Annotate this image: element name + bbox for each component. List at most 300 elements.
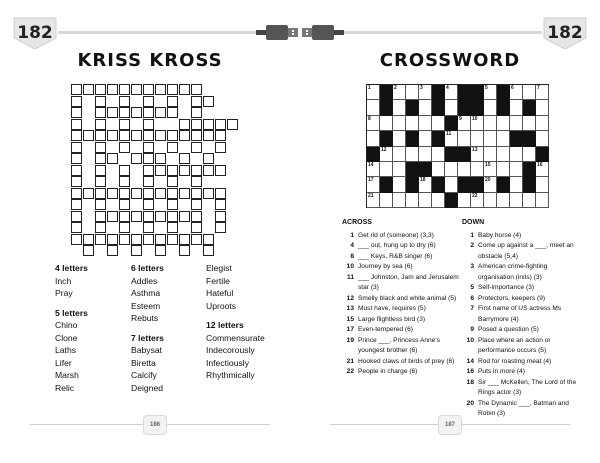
- cw-cell[interactable]: [393, 131, 406, 146]
- word-list-item: Lifer: [55, 357, 72, 368]
- word-length-heading: 6 letters: [131, 263, 164, 273]
- kk-cell: [131, 153, 142, 164]
- cw-cell[interactable]: [458, 162, 471, 177]
- cw-clue-number: 12: [381, 146, 387, 153]
- word-list-item: Infectiously: [206, 357, 249, 368]
- cw-block: [458, 177, 471, 192]
- kk-cell: [167, 176, 178, 187]
- clue-number: 13: [346, 305, 354, 312]
- across-clue: [342, 273, 460, 294]
- word-group-gap: [206, 312, 296, 319]
- kk-cell: [131, 130, 142, 141]
- clue-text: Self-importance (3): [478, 284, 535, 291]
- across-clue: [342, 304, 460, 315]
- cw-cell[interactable]: [536, 193, 549, 208]
- kk-cell: [167, 96, 178, 107]
- kk-cell: [131, 188, 142, 199]
- kk-cell: [131, 211, 142, 222]
- cw-clue-number: 15: [485, 162, 491, 168]
- clue-text: The Dynamic ___, Batman and Robin (3): [478, 399, 569, 417]
- kk-cell: [191, 84, 202, 95]
- word-list-item: Clone: [55, 332, 78, 343]
- clue-number: 1: [470, 231, 474, 239]
- clue-text: Prince ___, Princess Anne's youngest brother (6): [358, 336, 440, 354]
- cw-cell[interactable]: [367, 100, 380, 115]
- kk-cell: [71, 130, 82, 141]
- kk-cell: [215, 188, 226, 199]
- clue-number: 12: [346, 294, 354, 302]
- plug-icon: [256, 24, 300, 41]
- kk-cell: [71, 211, 82, 222]
- kk-cell: [155, 107, 166, 118]
- kk-cell: [143, 84, 154, 95]
- kk-cell: [155, 84, 166, 95]
- kk-cell: [143, 130, 154, 141]
- cw-cell[interactable]: [432, 162, 445, 177]
- cw-clue-number: 14: [368, 162, 374, 168]
- kk-cell: [167, 211, 178, 222]
- cw-cell[interactable]: [458, 131, 471, 146]
- kk-cell: [95, 199, 106, 210]
- cw-block: [445, 147, 458, 162]
- clue-number: 1: [350, 231, 354, 239]
- cw-cell[interactable]: [432, 193, 445, 208]
- cw-clue-number: 16: [537, 162, 543, 168]
- cw-clue-number: 11: [446, 131, 452, 138]
- kk-cell: [179, 165, 190, 176]
- across-heading: ACROSS: [342, 219, 372, 226]
- kk-cell: [119, 199, 130, 210]
- word-list-item: Calcify: [131, 370, 157, 380]
- cw-cell[interactable]: [445, 100, 458, 115]
- cw-block: [523, 177, 536, 192]
- cw-clue-number: 3: [420, 85, 423, 91]
- across-clue: [342, 336, 460, 357]
- word-list-item: Hateful: [206, 288, 234, 298]
- cw-cell[interactable]: [484, 193, 497, 208]
- cw-clue-number: 6: [511, 85, 514, 91]
- cw-clue-number: 20: [485, 177, 491, 184]
- kk-cell: [155, 165, 166, 176]
- cw-cell[interactable]: [432, 116, 445, 131]
- clue-text: Baby horse (4): [478, 231, 522, 239]
- across-clues: [342, 218, 460, 378]
- kk-cell: [95, 153, 106, 164]
- cw-clue-number: 13: [472, 146, 478, 153]
- clue-number: 22: [346, 368, 354, 375]
- kk-cell: [203, 165, 214, 176]
- kk-cell: [143, 211, 154, 222]
- kk-cell: [119, 84, 130, 95]
- kk-cell: [83, 130, 94, 141]
- kk-cell: [119, 165, 130, 176]
- kk-cell: [167, 188, 178, 199]
- kk-cell: [215, 211, 226, 222]
- cw-cell[interactable]: [393, 193, 406, 208]
- cw-block: [432, 85, 445, 100]
- kk-cell: [71, 119, 82, 130]
- kk-cell: [191, 222, 202, 233]
- header-rule: [58, 31, 256, 34]
- word-list-item: Indecorously: [206, 345, 255, 355]
- clue-text: Puts in more (4): [478, 368, 525, 375]
- cw-block: [445, 193, 458, 208]
- cw-clue-number: 1: [368, 85, 371, 91]
- kk-cell: [95, 142, 106, 153]
- across-clue: [342, 262, 460, 273]
- cw-cell[interactable]: [445, 177, 458, 192]
- word-list-item: Rhythmically: [206, 370, 255, 380]
- cw-cell[interactable]: [484, 131, 497, 146]
- down-clue: [462, 399, 582, 420]
- kk-cell: [167, 130, 178, 141]
- cw-cell[interactable]: [393, 147, 406, 162]
- cw-cell[interactable]: [471, 162, 484, 177]
- kk-cell: [83, 245, 94, 256]
- cw-cell[interactable]: [484, 100, 497, 115]
- clue-text: Journey by sea (6): [358, 263, 413, 270]
- cw-clue-number: 18: [420, 177, 426, 184]
- crossword-grid: [366, 84, 549, 208]
- page-title: CROSSWORD: [379, 50, 521, 71]
- word-list-item: Elegist: [206, 263, 232, 273]
- kk-cell: [107, 211, 118, 222]
- cw-cell[interactable]: [393, 162, 406, 177]
- cw-clue-number: 21: [368, 192, 374, 199]
- kk-cell: [215, 119, 226, 130]
- cw-block: [419, 162, 432, 177]
- clue-text: Hooked claws of birds of prey (6): [358, 357, 455, 365]
- cw-clue-number: 22: [472, 192, 478, 199]
- kk-cell: [155, 188, 166, 199]
- cw-block: [458, 85, 471, 100]
- cw-block: [471, 100, 484, 115]
- clue-number: 21: [346, 357, 354, 365]
- kk-cell: [95, 222, 106, 233]
- down-clue: [462, 283, 582, 294]
- clue-text: American crime-fighting organisation (inits) (3): [478, 263, 548, 281]
- kk-cell: [215, 199, 226, 210]
- word-length-heading: 12 letters: [206, 320, 244, 330]
- clue-number: 15: [346, 315, 354, 323]
- kk-cell: [215, 130, 226, 141]
- clue-text: Even-tempered (6): [358, 326, 413, 333]
- cw-cell[interactable]: [484, 147, 497, 162]
- clue-text: Large flightless bird (3): [358, 315, 426, 323]
- down-clue: [462, 294, 582, 305]
- cw-cell[interactable]: [523, 147, 536, 162]
- kk-cell: [107, 188, 118, 199]
- cw-cell[interactable]: [510, 147, 523, 162]
- word-list-item: Asthma: [131, 288, 161, 298]
- kk-cell: [107, 130, 118, 141]
- kk-cell: [95, 176, 106, 187]
- cw-cell[interactable]: [419, 116, 432, 131]
- clue-text: Sir ___ McKellen, The Lord of the Rings actor (3): [478, 378, 577, 396]
- cw-cell[interactable]: [458, 193, 471, 208]
- cw-cell[interactable]: [406, 85, 419, 100]
- kk-cell: [71, 222, 82, 233]
- kk-cell: [191, 96, 202, 107]
- cw-cell[interactable]: [510, 100, 523, 115]
- clue-number: 11: [347, 273, 354, 281]
- word-length-heading: 4 letters: [55, 263, 88, 273]
- cw-cell[interactable]: [432, 147, 445, 162]
- clue-number: 7: [470, 305, 474, 312]
- kk-cell: [203, 153, 214, 164]
- clue-text: ___ Keys, R&B singer (6): [358, 252, 433, 260]
- word-list-col3: [206, 262, 296, 382]
- cw-cell[interactable]: [419, 193, 432, 208]
- clue-text: Get rid of (someone) (3,3): [358, 231, 434, 239]
- cw-block: [380, 177, 393, 192]
- kk-cell: [71, 142, 82, 153]
- down-clue: [462, 241, 582, 262]
- cw-block: [432, 100, 445, 115]
- page-number-badge: [542, 16, 588, 50]
- cw-clue-number: 2: [394, 85, 397, 91]
- kk-cell: [227, 119, 238, 130]
- cw-block: [497, 177, 510, 192]
- cw-block: [497, 85, 510, 100]
- cw-block: [380, 85, 393, 100]
- cw-cell[interactable]: [380, 193, 393, 208]
- clue-number: 5: [470, 284, 474, 291]
- cw-block: [406, 131, 419, 146]
- cw-cell[interactable]: [406, 147, 419, 162]
- word-list-col2: [131, 262, 201, 394]
- cw-block: [406, 162, 419, 177]
- kk-cell: [155, 245, 166, 256]
- cw-block: [406, 100, 419, 115]
- clue-number: 20: [466, 399, 474, 407]
- cw-cell[interactable]: [497, 193, 510, 208]
- kk-cell: [203, 234, 214, 245]
- kk-cell: [179, 84, 190, 95]
- clue-text: Protectors, keepers (9): [478, 294, 546, 302]
- cw-cell[interactable]: [497, 162, 510, 177]
- cw-cell[interactable]: [536, 177, 549, 192]
- cw-cell[interactable]: [419, 147, 432, 162]
- kk-cell: [107, 84, 118, 95]
- cw-clue-number: 8: [368, 115, 371, 122]
- cw-cell[interactable]: [471, 131, 484, 146]
- page-number-badge: [12, 16, 58, 50]
- clue-number: 3: [470, 263, 474, 270]
- word-list-item: Biretta: [131, 357, 156, 368]
- plug-icon: [300, 24, 344, 41]
- cw-cell[interactable]: [510, 162, 523, 177]
- kk-cell: [71, 84, 82, 95]
- kk-cell: [203, 130, 214, 141]
- clue-text: Must have, requires (5): [358, 305, 426, 312]
- cw-cell[interactable]: [536, 100, 549, 115]
- word-list-item: Marsh: [55, 370, 79, 380]
- kk-cell: [191, 176, 202, 187]
- kk-cell: [95, 211, 106, 222]
- cw-cell[interactable]: [523, 116, 536, 131]
- clue-number: 2: [470, 242, 474, 249]
- clue-number: 18: [466, 378, 474, 386]
- down-clue: [462, 336, 582, 357]
- kk-cell: [119, 142, 130, 153]
- cw-block: [471, 85, 484, 100]
- kk-cell: [143, 165, 154, 176]
- clue-text: Posed a question (5): [478, 326, 539, 333]
- clue-number: 17: [346, 326, 354, 333]
- word-list-item: Deigned: [131, 382, 164, 393]
- kk-cell: [95, 234, 106, 245]
- down-clue: [462, 325, 582, 336]
- kk-cell: [71, 96, 82, 107]
- kk-cell: [71, 165, 82, 176]
- kk-cell: [191, 130, 202, 141]
- kk-cell: [131, 245, 142, 256]
- word-list-item: Laths: [55, 345, 77, 355]
- kk-cell: [143, 188, 154, 199]
- kk-cell: [71, 234, 82, 245]
- cw-cell[interactable]: [510, 177, 523, 192]
- clue-text: People in charge (6): [358, 368, 418, 375]
- cw-cell[interactable]: [380, 116, 393, 131]
- down-clue: [462, 367, 582, 378]
- cw-cell[interactable]: [523, 85, 536, 100]
- across-clue: [342, 325, 460, 336]
- clue-number: 4: [350, 242, 354, 249]
- kk-cell: [119, 130, 130, 141]
- cw-block: [523, 162, 536, 177]
- cw-cell[interactable]: [406, 116, 419, 131]
- cw-cell[interactable]: [497, 131, 510, 146]
- clue-number: 8: [350, 252, 354, 260]
- cw-block: [497, 100, 510, 115]
- kk-cell: [83, 234, 94, 245]
- kk-cell: [215, 222, 226, 233]
- cw-block: [432, 177, 445, 192]
- clue-text: Place where an action or performance occurs (5): [478, 336, 551, 354]
- clue-number: 14: [466, 357, 474, 365]
- cw-cell[interactable]: [445, 162, 458, 177]
- kk-cell: [131, 84, 142, 95]
- word-list-item: Chino: [55, 320, 78, 330]
- header-rule: [344, 31, 542, 34]
- cw-block: [458, 147, 471, 162]
- kk-cell: [119, 211, 130, 222]
- cw-cell[interactable]: [523, 193, 536, 208]
- kk-cell: [71, 199, 82, 210]
- cw-cell[interactable]: [510, 116, 523, 131]
- cw-cell[interactable]: [536, 116, 549, 131]
- cw-clue-number: 4: [446, 85, 449, 91]
- cw-cell[interactable]: [393, 177, 406, 192]
- kk-cell: [179, 234, 190, 245]
- cw-cell[interactable]: [393, 100, 406, 115]
- cw-block: [380, 131, 393, 146]
- word-group-gap: [131, 325, 201, 332]
- kk-cell: [179, 153, 190, 164]
- kk-cell: [167, 107, 178, 118]
- kk-cell: [179, 245, 190, 256]
- header-number: 182: [547, 23, 583, 43]
- kk-cell: [191, 234, 202, 245]
- word-length-heading: 7 letters: [131, 332, 164, 343]
- kk-cell: [95, 165, 106, 176]
- kk-cell: [167, 234, 178, 245]
- kk-cell: [167, 199, 178, 210]
- cw-block: [380, 100, 393, 115]
- cw-cell[interactable]: [484, 116, 497, 131]
- cw-cell[interactable]: [406, 193, 419, 208]
- word-list-item: Uproots: [206, 300, 237, 311]
- kk-cell: [95, 119, 106, 130]
- kk-cell: [203, 96, 214, 107]
- kk-cell: [107, 245, 118, 256]
- cw-cell[interactable]: [393, 116, 406, 131]
- clue-number: 10: [346, 263, 354, 270]
- kk-cell: [215, 142, 226, 153]
- kk-cell: [71, 153, 82, 164]
- across-clue: [342, 294, 460, 305]
- kk-cell: [143, 142, 154, 153]
- kk-cell: [143, 176, 154, 187]
- cw-cell[interactable]: [367, 131, 380, 146]
- kk-cell: [83, 188, 94, 199]
- cw-cell[interactable]: [419, 100, 432, 115]
- word-list-item: Addles: [131, 275, 158, 286]
- cw-cell[interactable]: [536, 131, 549, 146]
- kk-cell: [167, 165, 178, 176]
- word-list-item: Inch: [55, 275, 72, 286]
- across-clue: [342, 231, 460, 242]
- page-title: KRISS KROSS: [77, 50, 223, 71]
- kk-cell: [191, 211, 202, 222]
- word-list-item: Pray: [55, 288, 73, 298]
- down-clue: [462, 304, 582, 325]
- cw-cell[interactable]: [380, 162, 393, 177]
- word-list-item: Babysat: [131, 345, 163, 355]
- word-list-item: Rebuts: [131, 313, 159, 323]
- cw-cell[interactable]: [497, 147, 510, 162]
- kk-cell: [119, 119, 130, 130]
- kk-cell: [155, 211, 166, 222]
- clue-number: 19: [346, 336, 354, 344]
- across-clue: [342, 252, 460, 263]
- kk-cell: [143, 234, 154, 245]
- kk-cell: [143, 96, 154, 107]
- kk-cell: [95, 84, 106, 95]
- word-list-item: Fertile: [206, 275, 230, 286]
- cw-cell[interactable]: [510, 193, 523, 208]
- kk-cell: [131, 234, 142, 245]
- word-list-item: Esteem: [131, 300, 161, 311]
- kk-cell: [107, 107, 118, 118]
- kk-cell: [71, 107, 82, 118]
- clue-number: 6: [470, 294, 474, 302]
- cw-clue-number: 5: [485, 85, 488, 91]
- word-list-item: Commensurate: [206, 332, 265, 343]
- clue-number: 16: [466, 368, 474, 375]
- cw-cell[interactable]: [419, 131, 432, 146]
- cw-block: [406, 177, 419, 192]
- kk-cell: [191, 107, 202, 118]
- kk-cell: [179, 130, 190, 141]
- cw-clue-number: 10: [472, 115, 478, 122]
- cw-clue-number: 9: [459, 115, 462, 122]
- cw-cell[interactable]: [497, 116, 510, 131]
- kk-cell: [191, 119, 202, 130]
- word-group-gap: [55, 300, 125, 307]
- across-clue: [342, 367, 460, 378]
